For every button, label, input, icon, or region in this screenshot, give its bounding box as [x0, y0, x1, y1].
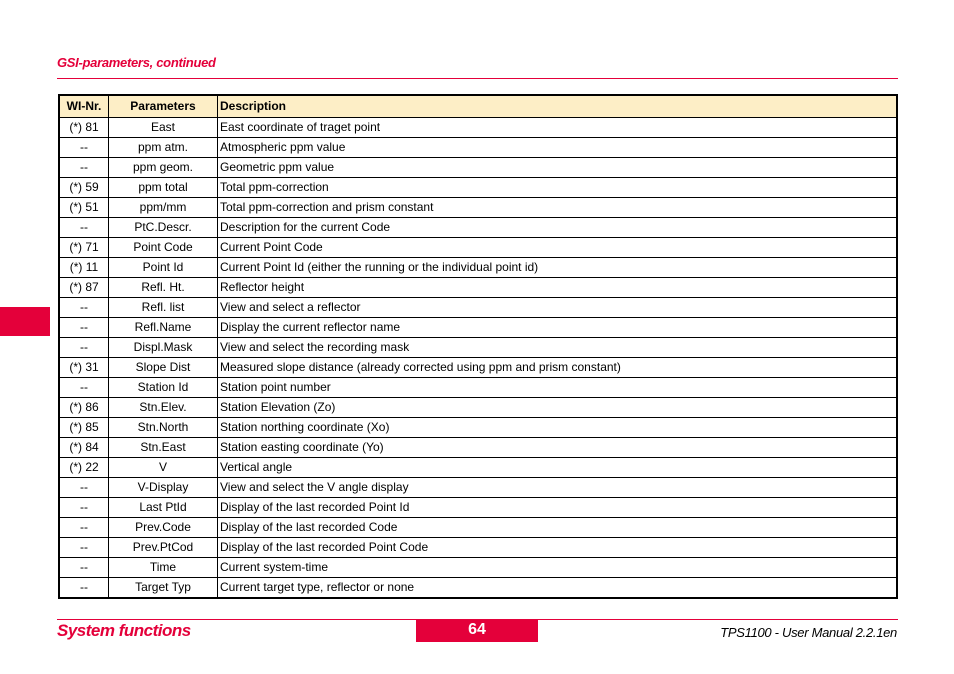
cell-description: Description for the current Code	[218, 218, 898, 238]
column-header-wi-nr: WI-Nr.	[59, 95, 109, 118]
cell-description: Current system-time	[218, 558, 898, 578]
table-row	[59, 438, 897, 458]
cell-wi-nr: --	[59, 378, 109, 398]
cell-wi-nr: --	[59, 558, 109, 578]
table-row	[59, 138, 897, 158]
cell-wi-nr: --	[59, 578, 109, 599]
cell-description: Display of the last recorded Point Code	[218, 538, 898, 558]
footer-section-title: System functions	[57, 621, 191, 640]
cell-wi-nr: --	[59, 218, 109, 238]
cell-wi-nr: --	[59, 518, 109, 538]
cell-wi-nr: --	[59, 338, 109, 358]
column-header-parameters: Parameters	[109, 95, 218, 118]
cell-wi-nr: --	[59, 538, 109, 558]
cell-wi-nr: --	[59, 498, 109, 518]
cell-parameter: Stn.Elev.	[109, 398, 218, 418]
header-divider	[57, 78, 898, 79]
table-row	[59, 198, 897, 218]
table-row	[59, 218, 897, 238]
cell-parameter: V-Display	[109, 478, 218, 498]
cell-parameter: Refl. list	[109, 298, 218, 318]
cell-description: Current Point Id (either the running or the individual point id)	[218, 258, 898, 278]
cell-description: View and select the V angle display	[218, 478, 898, 498]
cell-description: East coordinate of traget point	[218, 118, 898, 138]
table-row	[59, 318, 897, 338]
cell-parameter: Time	[109, 558, 218, 578]
table-header-row	[59, 95, 897, 118]
cell-description: Reflector height	[218, 278, 898, 298]
cell-wi-nr: (*) 84	[59, 438, 109, 458]
cell-parameter: V	[109, 458, 218, 478]
table-row	[59, 558, 897, 578]
cell-wi-nr: --	[59, 478, 109, 498]
cell-parameter: Station Id	[109, 378, 218, 398]
cell-wi-nr: (*) 11	[59, 258, 109, 278]
cell-wi-nr: (*) 22	[59, 458, 109, 478]
table-row	[59, 478, 897, 498]
cell-description: Station point number	[218, 378, 898, 398]
cell-description: Display the current reflector name	[218, 318, 898, 338]
cell-wi-nr: --	[59, 158, 109, 178]
table-row	[59, 398, 897, 418]
table-row	[59, 418, 897, 438]
cell-wi-nr: --	[59, 318, 109, 338]
cell-wi-nr: (*) 87	[59, 278, 109, 298]
table-row	[59, 458, 897, 478]
table-body	[59, 118, 897, 599]
table-row	[59, 278, 897, 298]
cell-description: Station northing coordinate (Xo)	[218, 418, 898, 438]
cell-wi-nr: (*) 86	[59, 398, 109, 418]
cell-parameter: ppm geom.	[109, 158, 218, 178]
cell-parameter: Point Code	[109, 238, 218, 258]
table-row	[59, 178, 897, 198]
table-row	[59, 238, 897, 258]
cell-parameter: Stn.East	[109, 438, 218, 458]
table-row	[59, 358, 897, 378]
cell-wi-nr: (*) 85	[59, 418, 109, 438]
cell-description: View and select a reflector	[218, 298, 898, 318]
table-row	[59, 158, 897, 178]
footer-manual-title: TPS1100 - User Manual 2.2.1en	[720, 625, 897, 640]
table-row	[59, 258, 897, 278]
cell-parameter: Slope Dist	[109, 358, 218, 378]
cell-parameter: ppm atm.	[109, 138, 218, 158]
table-row	[59, 498, 897, 518]
chapter-tab-marker	[0, 307, 50, 336]
cell-description: Total ppm-correction	[218, 178, 898, 198]
cell-parameter: Prev.PtCod	[109, 538, 218, 558]
page-number-badge	[416, 620, 538, 642]
cell-wi-nr: (*) 31	[59, 358, 109, 378]
table-row	[59, 298, 897, 318]
table-row	[59, 118, 897, 138]
cell-parameter: Displ.Mask	[109, 338, 218, 358]
cell-description: Current Point Code	[218, 238, 898, 258]
cell-wi-nr: (*) 81	[59, 118, 109, 138]
cell-parameter: Stn.North	[109, 418, 218, 438]
cell-parameter: Target Typ	[109, 578, 218, 599]
cell-parameter: Refl. Ht.	[109, 278, 218, 298]
cell-description: Total ppm-correction and prism constant	[218, 198, 898, 218]
cell-parameter: Last PtId	[109, 498, 218, 518]
cell-wi-nr: --	[59, 298, 109, 318]
table-row	[59, 518, 897, 538]
cell-wi-nr: (*) 59	[59, 178, 109, 198]
cell-description: Atmospheric ppm value	[218, 138, 898, 158]
table-row	[59, 538, 897, 558]
cell-parameter: ppm/mm	[109, 198, 218, 218]
cell-description: View and select the recording mask	[218, 338, 898, 358]
cell-description: Display of the last recorded Point Id	[218, 498, 898, 518]
table-row	[59, 338, 897, 358]
page-number: 64	[468, 621, 486, 638]
cell-description: Geometric ppm value	[218, 158, 898, 178]
table-row	[59, 378, 897, 398]
cell-wi-nr: (*) 51	[59, 198, 109, 218]
cell-description: Measured slope distance (already corrected using ppm and prism constant)	[218, 358, 898, 378]
cell-description: Station Elevation (Zo)	[218, 398, 898, 418]
page-header-title: GSI-parameters, continued	[57, 55, 216, 70]
cell-description: Current target type, reflector or none	[218, 578, 898, 599]
column-header-description: Description	[218, 95, 898, 118]
cell-description: Station easting coordinate (Yo)	[218, 438, 898, 458]
table-row	[59, 578, 897, 599]
cell-parameter: Prev.Code	[109, 518, 218, 538]
cell-parameter: Point Id	[109, 258, 218, 278]
cell-description: Vertical angle	[218, 458, 898, 478]
cell-description: Display of the last recorded Code	[218, 518, 898, 538]
cell-wi-nr: (*) 71	[59, 238, 109, 258]
cell-parameter: Refl.Name	[109, 318, 218, 338]
gsi-parameters-table	[58, 94, 898, 599]
cell-parameter: ppm total	[109, 178, 218, 198]
cell-parameter: East	[109, 118, 218, 138]
cell-parameter: PtC.Descr.	[109, 218, 218, 238]
cell-wi-nr: --	[59, 138, 109, 158]
